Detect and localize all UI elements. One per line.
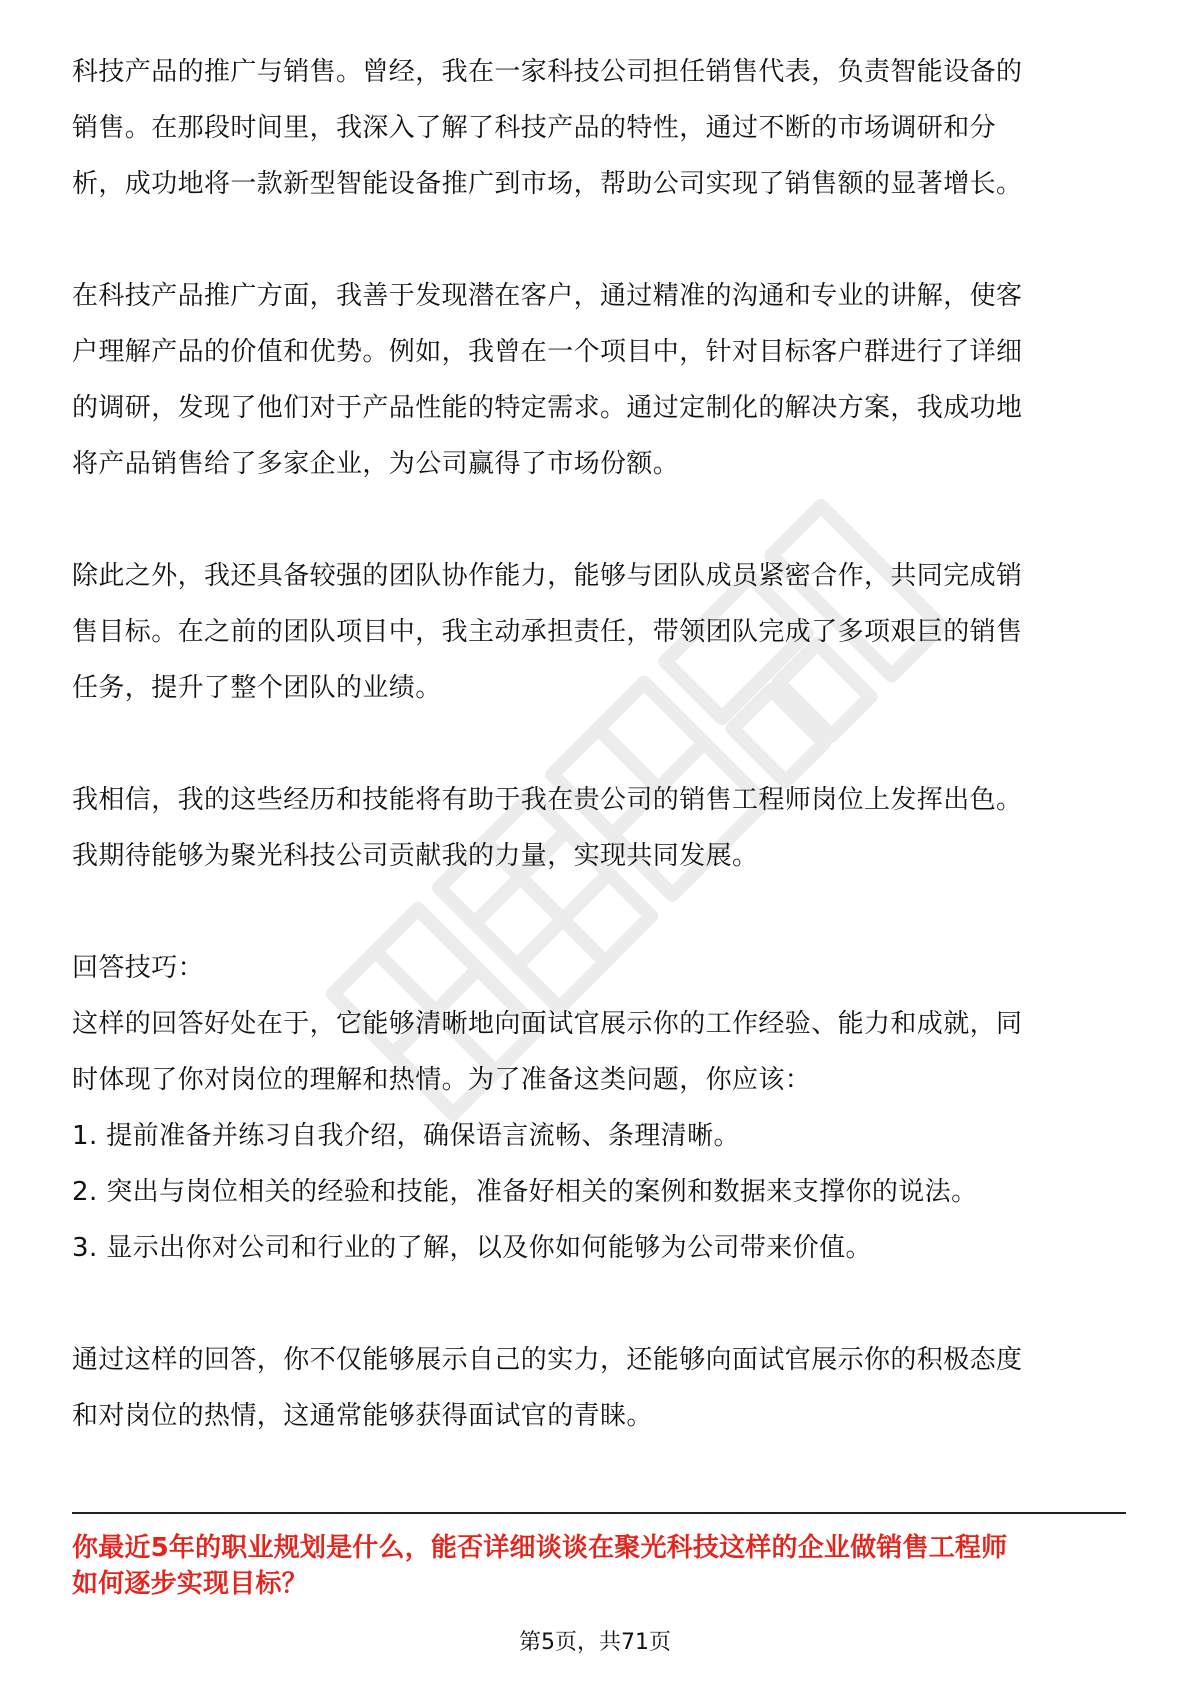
text-line: 将产品销售给了多家企业，为公司赢得了市场份额。: [72, 449, 680, 479]
text-line: 和对岗位的热情，这通常能够获得面试官的青睐。: [72, 1401, 653, 1431]
text-line: 在科技产品推广方面，我善于发现潜在客户，通过精准的沟通和专业的讲解，使客: [72, 281, 1023, 311]
text-line: 售目标。在之前的团队项目中，我主动承担责任，带领团队完成了多项艰巨的销售: [72, 617, 1023, 647]
paragraph: [72, 268, 1118, 492]
text-line: 销售。在那段时间里，我深入了解了科技产品的特性，通过不断的市场调研和分: [72, 113, 997, 143]
list-item: 2. 突出与岗位相关的经验和技能，准备好相关的案例和数据来支撑你的说法。: [72, 1177, 978, 1207]
text-line: 通过这样的回答，你不仅能够展示自己的实力，还能够向面试官展示你的积极态度: [72, 1345, 1023, 1375]
paragraph: [72, 772, 1118, 884]
list-item: 3. 显示出你对公司和行业的了解，以及你如何能够为公司带来价值。: [72, 1233, 872, 1263]
question-line: 如何逐步实现目标？: [72, 1569, 308, 1599]
text-line: 我期待能够为聚光科技公司贡献我的力量，实现共同发展。: [72, 841, 759, 871]
text-line: 时体现了你对岗位的理解和热情。为了准备这类问题，你应该：: [72, 1065, 812, 1095]
section-divider: [72, 1512, 1126, 1514]
body-content: [72, 44, 1118, 1500]
paragraph: [72, 44, 1118, 212]
question-line: 你最近5年的职业规划是什么，能否详细谈谈在聚光科技这样的企业做销售工程师: [72, 1533, 1008, 1563]
text-line: 析，成功地将一款新型智能设备推广到市场，帮助公司实现了销售额的显著增长。: [72, 169, 1023, 199]
text-line: 的调研，发现了他们对于产品性能的特定需求。通过定制化的解决方案，我成功地: [72, 393, 1023, 423]
list-item: 1. 提前准备并练习自我介绍，确保语言流畅、条理清晰。: [72, 1121, 740, 1151]
text-line: 这样的回答好处在于，它能够清晰地向面试官展示你的工作经验、能力和成就，同: [72, 1009, 1023, 1039]
text-line: 任务，提升了整个团队的业绩。: [72, 673, 442, 703]
paragraph: [72, 548, 1118, 716]
text-line: 我相信，我的这些经历和技能将有助于我在贵公司的销售工程师岗位上发挥出色。: [72, 785, 1023, 815]
interview-question: [72, 1530, 1132, 1602]
text-line: 户理解产品的价值和优势。例如，我曾在一个项目中，针对目标客户群进行了详细: [72, 337, 1023, 367]
answer-tips: [72, 940, 1118, 1276]
page-number: 第5页，共71页: [519, 1630, 671, 1655]
text-line: 科技产品的推广与销售。曾经，我在一家科技公司担任销售代表，负责智能设备的: [72, 57, 1023, 87]
text-line: 除此之外，我还具备较强的团队协作能力，能够与团队成员紧密合作，共同完成销: [72, 561, 1023, 591]
tips-heading: 回答技巧：: [72, 953, 205, 983]
paragraph: [72, 1332, 1118, 1444]
